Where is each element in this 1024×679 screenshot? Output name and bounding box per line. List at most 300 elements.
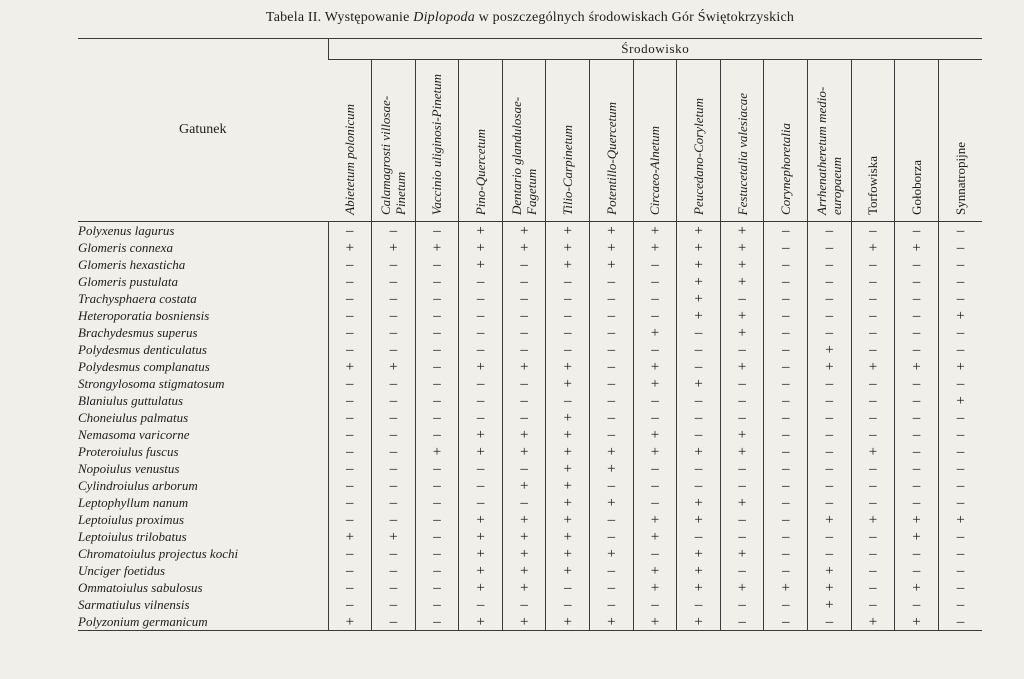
species-name: Polyxenus lagurus <box>78 222 175 238</box>
occurrence-cell: – <box>328 307 372 324</box>
occurrence-cell: + <box>502 613 546 631</box>
species-name: Proteroiulus fuscus <box>78 443 179 459</box>
occurrence-cell: + <box>546 494 590 511</box>
occurrence-cell: – <box>895 460 939 477</box>
occurrence-cell: + <box>720 256 764 273</box>
occurrence-cell: + <box>808 358 852 375</box>
occurrence-cell: – <box>895 409 939 426</box>
occurrence-cell: – <box>502 341 546 358</box>
occurrence-cell: – <box>764 528 808 545</box>
occurrence-cell: + <box>546 375 590 392</box>
occurrence-cell: – <box>328 562 372 579</box>
occurrence-cell: – <box>415 409 459 426</box>
occurrence-cell: + <box>459 579 503 596</box>
occurrence-cell: – <box>328 545 372 562</box>
occurrence-cell: – <box>895 341 939 358</box>
occurrence-cell: + <box>677 290 721 307</box>
occurrence-cell: + <box>720 239 764 256</box>
habitat-name: Pino-Quercetum <box>473 128 489 215</box>
occurrence-cell: – <box>328 409 372 426</box>
occurrence-cell: + <box>633 443 677 460</box>
habitat-group-header: Środowisko <box>328 39 982 60</box>
occurrence-cell: + <box>633 613 677 631</box>
occurrence-cell: – <box>459 460 503 477</box>
occurrence-cell: – <box>938 239 982 256</box>
occurrence-cell: – <box>590 528 634 545</box>
occurrence-cell: + <box>459 443 503 460</box>
occurrence-cell: – <box>851 460 895 477</box>
occurrence-cell: + <box>851 443 895 460</box>
occurrence-cell: – <box>633 409 677 426</box>
occurrence-cell: – <box>938 426 982 443</box>
occurrence-cell: + <box>633 562 677 579</box>
occurrence-cell: – <box>372 562 416 579</box>
occurrence-cell: – <box>938 222 982 240</box>
occurrence-cell: – <box>851 528 895 545</box>
occurrence-cell: + <box>720 426 764 443</box>
occurrence-cell: + <box>764 579 808 596</box>
occurrence-cell: + <box>851 613 895 631</box>
occurrence-cell: – <box>851 392 895 409</box>
occurrence-cell: + <box>720 545 764 562</box>
occurrence-cell: + <box>677 443 721 460</box>
occurrence-cell: + <box>459 528 503 545</box>
occurrence-cell: – <box>328 460 372 477</box>
occurrence-cell: – <box>851 290 895 307</box>
species-name: Trachysphaera costata <box>78 290 197 306</box>
occurrence-cell: – <box>851 545 895 562</box>
occurrence-cell: – <box>938 477 982 494</box>
occurrence-cell: – <box>502 392 546 409</box>
occurrence-cell: + <box>895 579 939 596</box>
table-row <box>78 358 982 375</box>
occurrence-cell: + <box>546 426 590 443</box>
table-title <box>0 10 1024 26</box>
occurrence-cell: – <box>764 239 808 256</box>
occurrence-cell: + <box>546 239 590 256</box>
occurrence-cell: – <box>808 239 852 256</box>
occurrence-cell: – <box>938 613 982 631</box>
occurrence-cell: – <box>372 290 416 307</box>
occurrence-cell: – <box>590 341 634 358</box>
occurrence-cell: – <box>938 596 982 613</box>
table-row <box>78 273 982 290</box>
occurrence-cell: – <box>895 443 939 460</box>
occurrence-cell: – <box>415 426 459 443</box>
occurrence-cell: + <box>677 375 721 392</box>
occurrence-cell: – <box>677 426 721 443</box>
occurrence-cell: + <box>677 222 721 240</box>
occurrence-cell: – <box>895 307 939 324</box>
occurrence-cell: – <box>938 273 982 290</box>
occurrence-cell: – <box>590 273 634 290</box>
occurrence-cell: – <box>895 222 939 240</box>
habitat-column-header <box>459 60 503 222</box>
occurrence-cell: + <box>372 528 416 545</box>
occurrence-cell: – <box>851 307 895 324</box>
occurrence-cell: – <box>851 596 895 613</box>
occurrence-cell: + <box>677 256 721 273</box>
occurrence-cell: – <box>764 358 808 375</box>
occurrence-cell: + <box>720 358 764 375</box>
occurrence-cell: – <box>590 579 634 596</box>
occurrence-cell: – <box>720 392 764 409</box>
habitat-name: Peucedano-Coryletum <box>691 98 707 215</box>
occurrence-cell: + <box>895 528 939 545</box>
occurrence-cell: – <box>764 392 808 409</box>
occurrence-cell: – <box>372 426 416 443</box>
occurrence-cell: – <box>546 579 590 596</box>
table-row <box>78 392 982 409</box>
occurrence-cell: – <box>720 528 764 545</box>
species-name: Choneiulus palmatus <box>78 409 189 425</box>
occurrence-cell: + <box>328 358 372 375</box>
occurrence-cell: – <box>546 392 590 409</box>
occurrence-cell: – <box>808 256 852 273</box>
occurrence-cell: – <box>808 392 852 409</box>
occurrence-cell: – <box>720 290 764 307</box>
occurrence-cell: – <box>808 290 852 307</box>
occurrence-cell: – <box>328 273 372 290</box>
habitat-name: Potentillo-Quercetum <box>603 102 619 215</box>
occurrence-cell: + <box>372 358 416 375</box>
occurrence-cell: – <box>415 324 459 341</box>
occurrence-cell: – <box>764 324 808 341</box>
occurrence-cell: + <box>720 273 764 290</box>
occurrence-cell: – <box>459 409 503 426</box>
occurrence-cell: – <box>502 290 546 307</box>
occurrence-cell: – <box>677 460 721 477</box>
title-prefix: Tabela II. Występowanie <box>265 10 414 25</box>
habitat-name: Calamagrosti villosae-Pinetum <box>378 95 409 215</box>
occurrence-cell: – <box>415 375 459 392</box>
occurrence-cell: – <box>938 375 982 392</box>
occurrence-cell: – <box>764 460 808 477</box>
occurrence-cell: – <box>851 477 895 494</box>
occurrence-cell: + <box>590 460 634 477</box>
habitat-column-header <box>677 60 721 222</box>
occurrence-cell: – <box>459 273 503 290</box>
occurrence-cell: – <box>633 545 677 562</box>
occurrence-cell: – <box>590 392 634 409</box>
occurrence-cell: + <box>633 528 677 545</box>
species-name: Polydesmus complanatus <box>78 358 210 374</box>
occurrence-cell: + <box>633 358 677 375</box>
occurrence-cell: – <box>546 307 590 324</box>
occurrence-cell: – <box>808 545 852 562</box>
occurrence-cell: – <box>895 426 939 443</box>
occurrence-cell: – <box>851 494 895 511</box>
species-name: Blaniulus guttulatus <box>78 392 184 408</box>
occurrence-cell: + <box>633 239 677 256</box>
occurrence-cell: + <box>633 222 677 240</box>
occurrence-cell: + <box>938 358 982 375</box>
occurrence-cell: – <box>851 562 895 579</box>
occurrence-cell: – <box>546 273 590 290</box>
occurrence-cell: + <box>502 443 546 460</box>
occurrence-cell: – <box>372 273 416 290</box>
table-row <box>78 290 982 307</box>
habitat-name: Circaeo-Alnetum <box>647 125 663 215</box>
occurrence-cell: + <box>808 562 852 579</box>
occurrence-cell: – <box>415 596 459 613</box>
occurrence-cell: – <box>720 341 764 358</box>
habitat-column-header <box>633 60 677 222</box>
occurrence-cell: + <box>459 545 503 562</box>
occurrence-cell: – <box>328 256 372 273</box>
occurrence-cell: + <box>633 426 677 443</box>
habitat-name: Arrhenatheretum medio-europaeum <box>814 86 845 215</box>
habitat-column-header <box>590 60 634 222</box>
occurrence-cell: + <box>328 239 372 256</box>
occurrence-cell: – <box>459 341 503 358</box>
occurrence-cell: – <box>328 596 372 613</box>
occurrence-cell: – <box>764 341 808 358</box>
occurrence-cell: – <box>808 375 852 392</box>
table-row <box>78 511 982 528</box>
occurrence-cell: – <box>372 443 416 460</box>
occurrence-cell: – <box>808 222 852 240</box>
table-row <box>78 375 982 392</box>
occurrence-cell: – <box>328 341 372 358</box>
occurrence-cell: + <box>677 613 721 631</box>
occurrence-cell: + <box>546 477 590 494</box>
occurrence-cell: – <box>851 579 895 596</box>
habitat-name: Dentario glandulosae-Fagetum <box>509 96 540 215</box>
occurrence-cell: – <box>764 256 808 273</box>
occurrence-cell: – <box>328 222 372 240</box>
habitat-name: Abietetum polonicum <box>342 104 358 215</box>
occurrence-cell: – <box>633 596 677 613</box>
occurrence-cell: + <box>459 358 503 375</box>
occurrence-cell: + <box>633 579 677 596</box>
occurrence-cell: – <box>808 324 852 341</box>
occurrence-cell: + <box>808 341 852 358</box>
occurrence-cell: – <box>415 307 459 324</box>
habitat-name: Corynephoretalia <box>778 123 794 215</box>
occurrence-cell: – <box>415 613 459 631</box>
species-name: Chromatoiulus projectus kochi <box>78 545 239 561</box>
occurrence-cell: – <box>459 324 503 341</box>
occurrence-cell: + <box>502 562 546 579</box>
occurrence-cell: + <box>633 511 677 528</box>
species-name: Unciger foetidus <box>78 562 166 578</box>
occurrence-cell: – <box>677 324 721 341</box>
occurrence-cell: – <box>851 375 895 392</box>
occurrence-cell: – <box>895 375 939 392</box>
occurrence-cell: + <box>808 579 852 596</box>
occurrence-cell: – <box>372 341 416 358</box>
table-row <box>78 494 982 511</box>
occurrence-cell: + <box>851 358 895 375</box>
occurrence-cell: – <box>415 494 459 511</box>
occurrence-cell: – <box>546 290 590 307</box>
title-suffix: w poszczególnych środowiskach Gór Świętokrzyskich <box>474 10 795 25</box>
occurrence-cell: – <box>895 494 939 511</box>
occurrence-cell: + <box>459 426 503 443</box>
occurrence-table <box>78 38 982 631</box>
occurrence-cell: – <box>546 596 590 613</box>
species-name: Cylindroiulus arborum <box>78 477 198 493</box>
occurrence-cell: – <box>677 528 721 545</box>
species-name: Ommatoiulus sabulosus <box>78 579 203 595</box>
occurrence-cell: – <box>590 358 634 375</box>
habitat-name: Vaccinio uliginosi-Pinetum <box>429 73 445 215</box>
occurrence-cell: – <box>764 613 808 631</box>
habitat-column-header <box>938 60 982 222</box>
occurrence-cell: – <box>895 545 939 562</box>
occurrence-cell: + <box>590 443 634 460</box>
occurrence-cell: + <box>590 613 634 631</box>
occurrence-cell: – <box>328 290 372 307</box>
occurrence-cell: – <box>720 460 764 477</box>
occurrence-cell: – <box>372 460 416 477</box>
occurrence-cell: – <box>808 426 852 443</box>
table-row <box>78 239 982 256</box>
table-row <box>78 613 982 631</box>
occurrence-cell: – <box>851 222 895 240</box>
occurrence-cell: + <box>546 409 590 426</box>
occurrence-cell: – <box>764 477 808 494</box>
occurrence-cell: – <box>633 460 677 477</box>
occurrence-cell: – <box>633 273 677 290</box>
table-row <box>78 307 982 324</box>
occurrence-cell: – <box>415 358 459 375</box>
occurrence-cell: – <box>938 256 982 273</box>
occurrence-cell: – <box>328 511 372 528</box>
occurrence-cell: – <box>938 443 982 460</box>
occurrence-cell: – <box>938 579 982 596</box>
table-row <box>78 426 982 443</box>
occurrence-cell: + <box>590 494 634 511</box>
occurrence-cell: – <box>590 477 634 494</box>
occurrence-cell: – <box>764 290 808 307</box>
occurrence-cell: – <box>808 460 852 477</box>
occurrence-cell: – <box>851 273 895 290</box>
occurrence-cell: – <box>590 426 634 443</box>
occurrence-cell: – <box>764 222 808 240</box>
table-row <box>78 256 982 273</box>
occurrence-cell: + <box>720 443 764 460</box>
habitat-column-header <box>415 60 459 222</box>
occurrence-cell: – <box>720 409 764 426</box>
occurrence-cell: – <box>415 273 459 290</box>
habitat-column-header <box>720 60 764 222</box>
occurrence-cell: + <box>677 239 721 256</box>
occurrence-cell: + <box>677 307 721 324</box>
occurrence-cell: – <box>372 375 416 392</box>
occurrence-cell: – <box>502 596 546 613</box>
species-name: Nemasoma varicorne <box>78 426 190 442</box>
occurrence-cell: + <box>938 392 982 409</box>
species-name: Sarmatiulus vilnensis <box>78 596 190 612</box>
habitat-name: Festucetalia valesiacae <box>734 92 750 215</box>
occurrence-cell: – <box>459 596 503 613</box>
habitat-column-header <box>328 60 372 222</box>
occurrence-cell: – <box>633 256 677 273</box>
occurrence-cell: – <box>372 579 416 596</box>
occurrence-cell: + <box>546 613 590 631</box>
occurrence-cell: + <box>502 222 546 240</box>
occurrence-cell: – <box>372 307 416 324</box>
occurrence-cell: – <box>328 324 372 341</box>
occurrence-cell: – <box>938 562 982 579</box>
occurrence-cell: – <box>328 494 372 511</box>
occurrence-cell: – <box>851 256 895 273</box>
habitat-name: Synnatropijne <box>952 142 968 215</box>
occurrence-cell: – <box>764 273 808 290</box>
occurrence-cell: – <box>764 596 808 613</box>
occurrence-cell: + <box>546 545 590 562</box>
occurrence-cell: + <box>633 375 677 392</box>
occurrence-cell: – <box>764 562 808 579</box>
occurrence-cell: – <box>459 307 503 324</box>
occurrence-cell: – <box>328 392 372 409</box>
occurrence-cell: – <box>720 511 764 528</box>
occurrence-cell: – <box>415 222 459 240</box>
table-row <box>78 545 982 562</box>
occurrence-cell: + <box>677 511 721 528</box>
occurrence-cell: – <box>895 392 939 409</box>
occurrence-cell: – <box>590 596 634 613</box>
occurrence-cell: – <box>895 477 939 494</box>
occurrence-cell: – <box>808 273 852 290</box>
species-name: Strongylosoma stigmatosum <box>78 375 225 391</box>
occurrence-cell: – <box>895 562 939 579</box>
occurrence-cell: – <box>415 460 459 477</box>
occurrence-cell: – <box>328 375 372 392</box>
occurrence-cell: + <box>895 511 939 528</box>
table-row <box>78 477 982 494</box>
species-name: Leptoiulus proximus <box>78 511 185 527</box>
occurrence-cell: + <box>502 579 546 596</box>
occurrence-cell: – <box>764 375 808 392</box>
occurrence-cell: – <box>677 596 721 613</box>
occurrence-cell: – <box>372 392 416 409</box>
occurrence-cell: – <box>590 324 634 341</box>
habitat-column-header <box>895 60 939 222</box>
species-name: Glomeris pustulata <box>78 273 179 289</box>
occurrence-cell: – <box>895 273 939 290</box>
occurrence-cell: + <box>546 562 590 579</box>
species-name: Leptophyllum nanum <box>78 494 189 510</box>
occurrence-cell: + <box>677 545 721 562</box>
occurrence-cell: – <box>633 341 677 358</box>
occurrence-cell: – <box>372 409 416 426</box>
occurrence-cell: – <box>938 324 982 341</box>
occurrence-cell: – <box>590 511 634 528</box>
occurrence-cell: – <box>938 290 982 307</box>
occurrence-cell: + <box>895 613 939 631</box>
occurrence-cell: + <box>677 494 721 511</box>
table-row <box>78 562 982 579</box>
occurrence-cell: – <box>720 613 764 631</box>
occurrence-cell: – <box>938 460 982 477</box>
species-name: Glomeris connexa <box>78 239 173 255</box>
occurrence-cell: + <box>546 443 590 460</box>
occurrence-cell: – <box>808 443 852 460</box>
occurrence-cell: – <box>415 562 459 579</box>
occurrence-cell: – <box>633 307 677 324</box>
occurrence-cell: – <box>938 341 982 358</box>
occurrence-cell: – <box>415 511 459 528</box>
occurrence-cell: – <box>764 409 808 426</box>
occurrence-cell: – <box>720 596 764 613</box>
occurrence-cell: – <box>590 562 634 579</box>
occurrence-cell: + <box>633 324 677 341</box>
occurrence-cell: – <box>502 375 546 392</box>
occurrence-cell: – <box>328 477 372 494</box>
